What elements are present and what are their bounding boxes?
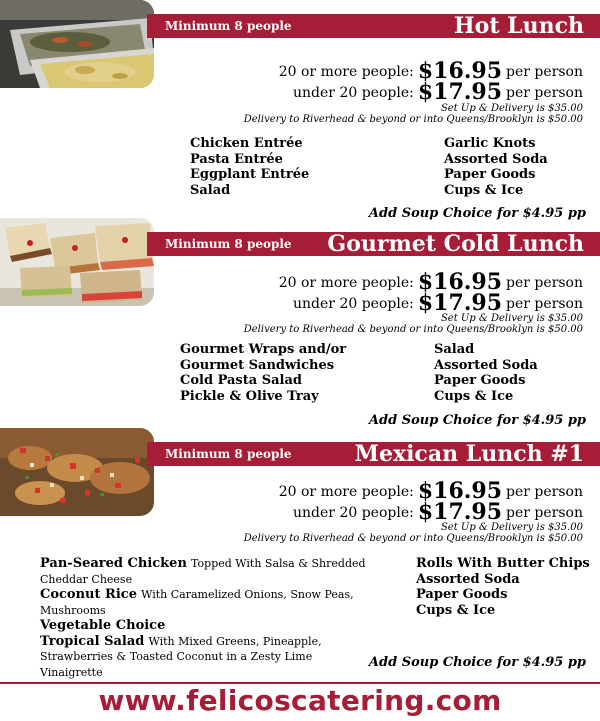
menu-items-right xyxy=(416,556,590,618)
list-item: Cold Pasta Salad xyxy=(180,373,302,388)
list-item: Cups & Ice xyxy=(434,388,514,404)
list-item: Assorted Soda xyxy=(416,571,520,587)
list-item: Cups & Ice xyxy=(416,602,496,618)
list-item xyxy=(40,587,370,618)
delivery-info: Set Up & Delivery is $35.00 Delivery to Riverhead & beyond or into Queens/Brooklyn is $50.00 xyxy=(243,313,583,335)
list-item: Gourmet Wraps and/or xyxy=(180,342,347,357)
menu-items-left xyxy=(190,136,309,198)
list-item: Paper Goods xyxy=(434,373,526,388)
price-amount: $16.95 xyxy=(417,58,503,84)
price-under-20: under 20 people: $17.95 per person xyxy=(293,79,583,105)
price-20-plus: 20 or more people: $16.95 per person xyxy=(278,478,583,504)
list-item: Gourmet Sandwiches xyxy=(180,357,335,373)
price-20-plus: 20 or more people: $16.95 per person xyxy=(278,58,583,84)
sandwich-platter-photo xyxy=(0,218,154,306)
hot-food-trays-photo xyxy=(0,0,154,88)
item-description: With Mixed Greens, Pineapple, Strawberries & Toasted Coconut in a Zesty Lime Vinaigrette xyxy=(40,634,322,679)
soup-addon: Add Soup Choice for $4.95 pp xyxy=(368,206,586,221)
item-name: Pan-Seared Chicken xyxy=(40,556,187,571)
list-item: Pasta Entrée xyxy=(190,151,283,167)
mexican-chicken-salsa-photo xyxy=(0,428,154,516)
soup-addon: Add Soup Choice for $4.95 pp xyxy=(368,413,586,428)
delivery-info: Set Up & Delivery is $35.00 Delivery to Riverhead & beyond or into Queens/Brooklyn is $50.00 xyxy=(243,103,583,125)
price-under-20: under 20 people: $17.95 per person xyxy=(293,499,583,525)
list-item: Cups & Ice xyxy=(444,182,524,198)
list-item: Assorted Soda xyxy=(444,151,548,167)
list-item: Paper Goods xyxy=(416,587,508,602)
item-name: Tropical Salad xyxy=(40,633,145,649)
delivery-info: Set Up & Delivery is $35.00 Delivery to Riverhead & beyond or into Queens/Brooklyn is $50.00 xyxy=(243,522,583,544)
cold-lunch-section xyxy=(0,218,600,428)
minimum-label: Minimum 8 people xyxy=(165,447,292,461)
list-item xyxy=(40,556,370,587)
menu-items-left xyxy=(40,556,370,680)
hot-lunch-section xyxy=(0,0,600,225)
list-item: Chicken Entrée xyxy=(190,136,303,151)
list-item: Rolls With Butter Chips xyxy=(416,556,590,571)
mexican-lunch-title-bar xyxy=(147,442,600,466)
list-item: Garlic Knots xyxy=(444,136,536,151)
price-amount: $17.95 xyxy=(417,499,503,525)
price-20-plus: 20 or more people: $16.95 per person xyxy=(278,269,583,295)
soup-addon: Add Soup Choice for $4.95 pp xyxy=(368,655,586,670)
price-under-20: under 20 people: $17.95 per person xyxy=(293,290,583,316)
minimum-label: Minimum 8 people xyxy=(165,19,292,33)
list-item: Pickle & Olive Tray xyxy=(180,388,319,404)
menu-items-right xyxy=(444,136,548,198)
price-amount: $16.95 xyxy=(417,269,503,295)
price-amount: $16.95 xyxy=(417,478,503,504)
list-item xyxy=(40,634,370,681)
menu-items-left xyxy=(180,342,346,404)
list-item: Salad xyxy=(190,182,231,198)
menu-items-right xyxy=(434,342,538,404)
hot-lunch-title-bar xyxy=(147,14,600,38)
list-item: Eggplant Entrée xyxy=(190,167,310,182)
item-name: Vegetable Choice xyxy=(40,618,166,633)
section-title: Hot Lunch xyxy=(453,13,584,39)
price-amount: $17.95 xyxy=(417,290,503,316)
website-link[interactable]: www.felicoscatering.com xyxy=(98,684,502,717)
list-item: Salad xyxy=(434,342,475,357)
cold-lunch-title-bar xyxy=(147,232,600,256)
price-amount: $17.95 xyxy=(417,79,503,105)
item-name: Coconut Rice xyxy=(40,587,137,602)
list-item: Assorted Soda xyxy=(434,357,538,373)
mexican-lunch-section xyxy=(0,428,600,682)
list-item: Paper Goods xyxy=(444,167,536,182)
list-item xyxy=(40,618,370,634)
item-description: With Caramelized Onions, Snow Peas, Mushrooms xyxy=(40,588,354,617)
section-title: Gourmet Cold Lunch xyxy=(327,231,584,257)
item-description: Topped With Salsa & Shredded Cheddar Cheese xyxy=(40,557,366,586)
minimum-label: Minimum 8 people xyxy=(165,237,292,251)
section-title: Mexican Lunch #1 xyxy=(354,441,584,467)
